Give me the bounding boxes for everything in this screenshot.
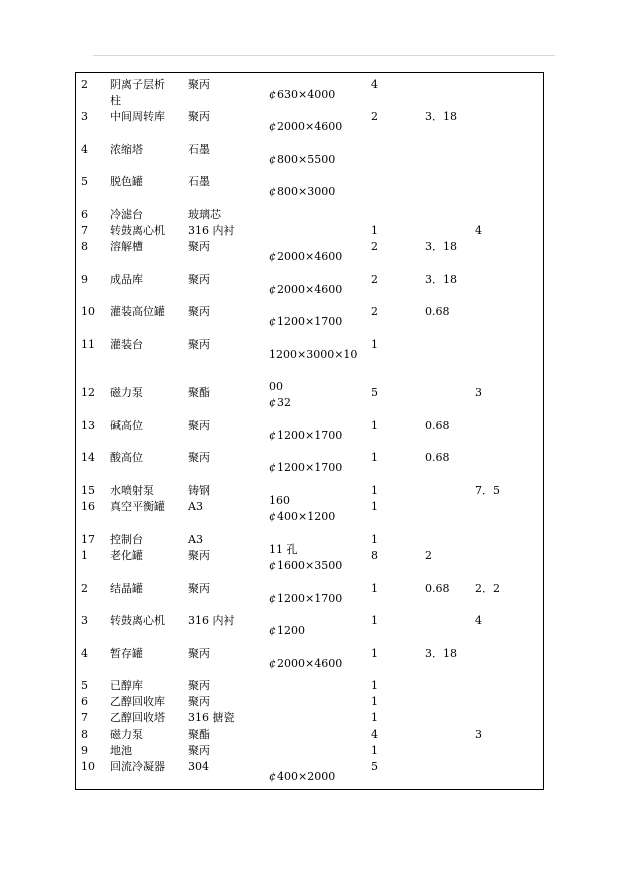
equipment-name: 乙醇回收塔 bbox=[110, 711, 165, 724]
equipment-quantity: 2 bbox=[371, 305, 378, 318]
equipment-quantity: 5 bbox=[371, 386, 378, 399]
row-number: 10 bbox=[81, 305, 95, 318]
diameter-symbol: ¢ bbox=[269, 461, 276, 474]
equipment-quantity: 4 bbox=[371, 728, 378, 741]
row-number: 17 bbox=[81, 533, 95, 546]
equipment-size bbox=[269, 532, 298, 556]
size-value bbox=[269, 185, 335, 198]
equipment-name: 浓缩塔 bbox=[110, 143, 143, 156]
equipment-area: 0.68 bbox=[425, 582, 450, 595]
diameter-symbol: ¢ bbox=[269, 657, 276, 670]
equipment-quantity: 1 bbox=[371, 647, 378, 660]
size-text: 400×2000 bbox=[277, 770, 336, 783]
size-value bbox=[269, 429, 342, 442]
equipment-name: 磁力泵 bbox=[110, 386, 143, 399]
equipment-size bbox=[269, 337, 358, 393]
equipment-name: 磁力泵 bbox=[110, 728, 143, 741]
size-value bbox=[269, 592, 342, 605]
equipment-area: 0.68 bbox=[425, 451, 450, 464]
diameter-symbol: ¢ bbox=[269, 396, 276, 409]
equipment-power: 2．2 bbox=[475, 582, 500, 595]
size-text: 32 bbox=[277, 396, 291, 409]
size-text: 1200×1700 bbox=[277, 315, 343, 328]
size-value bbox=[269, 657, 342, 670]
equipment-power: 3 bbox=[475, 728, 482, 741]
row-number: 1 bbox=[81, 549, 88, 562]
size-value bbox=[269, 315, 342, 328]
row-number: 2 bbox=[81, 78, 88, 91]
size-text: 1200×1700 bbox=[277, 429, 343, 442]
diameter-symbol: ¢ bbox=[269, 592, 276, 605]
equipment-quantity: 1 bbox=[371, 500, 378, 513]
size-text: 2000×4600 bbox=[277, 120, 343, 133]
equipment-quantity: 8 bbox=[371, 549, 378, 562]
diameter-symbol: ¢ bbox=[269, 185, 276, 198]
equipment-material: A3 bbox=[188, 533, 203, 546]
size-text: 800×3000 bbox=[277, 185, 336, 198]
equipment-name: 已醇库 bbox=[110, 679, 143, 692]
equipment-name: 碱高位 bbox=[110, 419, 143, 432]
equipment-size bbox=[269, 548, 343, 572]
equipment-name-line2: 柱 bbox=[110, 94, 121, 107]
equipment-material: 聚丙 bbox=[188, 695, 210, 708]
equipment-quantity: 1 bbox=[371, 679, 378, 692]
row-number: 8 bbox=[81, 728, 88, 741]
equipment-area: 3．18 bbox=[425, 647, 457, 660]
equipment-quantity: 1 bbox=[371, 614, 378, 627]
diameter-symbol: ¢ bbox=[269, 283, 276, 296]
size-text: 1200×1700 bbox=[277, 461, 343, 474]
equipment-material: 聚丙 bbox=[188, 273, 210, 286]
equipment-name: 结晶罐 bbox=[110, 582, 143, 595]
equipment-size bbox=[269, 483, 290, 507]
equipment-area: 0.68 bbox=[425, 419, 450, 432]
row-number: 15 bbox=[81, 484, 95, 497]
equipment-material: 聚丙 bbox=[188, 451, 210, 464]
equipment-material: 聚丙 bbox=[188, 549, 210, 562]
equipment-quantity: 2 bbox=[371, 240, 378, 253]
row-number: 12 bbox=[81, 386, 95, 399]
size-text: 1200×1700 bbox=[277, 592, 343, 605]
size-value bbox=[269, 510, 335, 523]
size-text-continued: 00 bbox=[269, 380, 283, 393]
equipment-name bbox=[110, 77, 165, 109]
equipment-quantity: 4 bbox=[371, 78, 378, 91]
equipment-material: 聚丙 bbox=[188, 110, 210, 123]
row-number: 6 bbox=[81, 208, 88, 221]
row-number: 3 bbox=[81, 110, 88, 123]
equipment-material: 316 搪瓷 bbox=[188, 711, 235, 724]
equipment-quantity: 2 bbox=[371, 273, 378, 286]
equipment-quantity: 1 bbox=[371, 582, 378, 595]
equipment-material: 聚丙 bbox=[188, 679, 210, 692]
row-number: 7 bbox=[81, 711, 88, 724]
equipment-size bbox=[269, 385, 291, 409]
equipment-material: 聚丙 bbox=[188, 647, 210, 660]
equipment-size bbox=[269, 239, 343, 263]
equipment-size bbox=[269, 109, 343, 133]
equipment-quantity: 5 bbox=[371, 760, 378, 773]
equipment-name: 水喷射泵 bbox=[110, 484, 154, 497]
size-text: 630×4000 bbox=[277, 88, 336, 101]
equipment-name: 转鼓离心机 bbox=[110, 224, 165, 237]
equipment-name-line1: 阴离子层析 bbox=[110, 78, 165, 91]
size-text: 2000×4600 bbox=[277, 283, 343, 296]
diameter-symbol: ¢ bbox=[269, 88, 276, 101]
equipment-name: 灌装高位罐 bbox=[110, 305, 165, 318]
equipment-material: 聚丙 bbox=[188, 744, 210, 757]
diameter-symbol: ¢ bbox=[269, 315, 276, 328]
equipment-power: 3 bbox=[475, 386, 482, 399]
equipment-name: 乙醇回收库 bbox=[110, 695, 165, 708]
diameter-symbol: ¢ bbox=[269, 120, 276, 133]
equipment-area: 3．18 bbox=[425, 240, 457, 253]
diameter-symbol: ¢ bbox=[269, 153, 276, 166]
diameter-symbol: ¢ bbox=[269, 624, 276, 637]
equipment-size bbox=[269, 759, 336, 783]
row-number: 10 bbox=[81, 760, 95, 773]
row-number: 9 bbox=[81, 273, 88, 286]
size-value bbox=[269, 461, 342, 474]
size-text: 11 孔 bbox=[269, 543, 298, 556]
equipment-quantity: 1 bbox=[371, 744, 378, 757]
equipment-name: 灌装台 bbox=[110, 338, 143, 351]
equipment-quantity: 1 bbox=[371, 224, 378, 237]
equipment-material: A3 bbox=[188, 500, 203, 513]
equipment-name: 转鼓离心机 bbox=[110, 614, 165, 627]
diameter-symbol: ¢ bbox=[269, 559, 276, 572]
equipment-material: 聚丙 bbox=[188, 338, 210, 351]
equipment-name: 回流冷凝器 bbox=[110, 760, 165, 773]
equipment-material: 聚酯 bbox=[188, 386, 210, 399]
equipment-material: 316 内衬 bbox=[188, 614, 235, 627]
diameter-symbol: ¢ bbox=[269, 770, 276, 783]
equipment-quantity: 1 bbox=[371, 695, 378, 708]
equipment-name: 脱色罐 bbox=[110, 175, 143, 188]
equipment-size bbox=[269, 304, 343, 328]
row-number: 16 bbox=[81, 500, 95, 513]
equipment-material: 聚酯 bbox=[188, 728, 210, 741]
row-number: 13 bbox=[81, 419, 95, 432]
equipment-material: 316 内衬 bbox=[188, 224, 235, 237]
size-text: 400×1200 bbox=[277, 510, 336, 523]
equipment-size bbox=[269, 272, 343, 296]
diameter-symbol: ¢ bbox=[269, 429, 276, 442]
row-number: 3 bbox=[81, 614, 88, 627]
equipment-size bbox=[269, 418, 343, 442]
size-text: 2000×4600 bbox=[277, 657, 343, 670]
diameter-symbol: ¢ bbox=[269, 510, 276, 523]
equipment-name: 成品库 bbox=[110, 273, 143, 286]
row-number: 5 bbox=[81, 175, 88, 188]
size-value bbox=[269, 396, 291, 409]
equipment-quantity: 2 bbox=[371, 110, 378, 123]
size-value bbox=[269, 770, 335, 783]
equipment-material: 玻璃芯 bbox=[188, 208, 221, 221]
equipment-material: 聚丙 bbox=[188, 78, 210, 91]
equipment-size bbox=[269, 499, 336, 523]
equipment-name: 暂存罐 bbox=[110, 647, 143, 660]
equipment-name: 控制台 bbox=[110, 533, 143, 546]
row-number: 8 bbox=[81, 240, 88, 253]
row-number: 6 bbox=[81, 695, 88, 708]
equipment-size bbox=[269, 646, 343, 670]
equipment-area: 0.68 bbox=[425, 305, 450, 318]
size-value bbox=[269, 153, 335, 166]
equipment-size bbox=[269, 174, 336, 198]
size-value bbox=[269, 283, 342, 296]
equipment-area: 3．18 bbox=[425, 110, 457, 123]
equipment-material: 聚丙 bbox=[188, 240, 210, 253]
equipment-quantity: 1 bbox=[371, 451, 378, 464]
size-value bbox=[269, 559, 342, 572]
equipment-quantity: 1 bbox=[371, 419, 378, 432]
size-value bbox=[269, 624, 305, 637]
equipment-material: 石墨 bbox=[188, 175, 210, 188]
size-text: 1200×3000×10 bbox=[269, 348, 358, 361]
equipment-material: 聚丙 bbox=[188, 305, 210, 318]
equipment-material: 304 bbox=[188, 760, 209, 773]
equipment-size bbox=[269, 581, 343, 605]
equipment-quantity: 1 bbox=[371, 711, 378, 724]
equipment-power: 4 bbox=[475, 224, 482, 237]
size-value bbox=[269, 88, 335, 101]
size-value bbox=[269, 250, 342, 263]
equipment-name: 地池 bbox=[110, 744, 132, 757]
equipment-power: 4 bbox=[475, 614, 482, 627]
equipment-material: 聚丙 bbox=[188, 419, 210, 432]
equipment-name: 老化罐 bbox=[110, 549, 143, 562]
size-text: 1600×3500 bbox=[277, 559, 343, 572]
row-number: 11 bbox=[81, 338, 95, 351]
equipment-area: 2 bbox=[425, 549, 432, 562]
equipment-quantity: 1 bbox=[371, 533, 378, 546]
size-text: 160 bbox=[269, 494, 290, 507]
equipment-power: 7．5 bbox=[475, 484, 500, 497]
row-number: 14 bbox=[81, 451, 95, 464]
size-text: 1200 bbox=[277, 624, 305, 637]
equipment-name: 酸高位 bbox=[110, 451, 143, 464]
equipment-size bbox=[269, 613, 305, 637]
equipment-size bbox=[269, 142, 336, 166]
equipment-size bbox=[269, 77, 336, 101]
equipment-material: 聚丙 bbox=[188, 582, 210, 595]
equipment-quantity: 1 bbox=[371, 484, 378, 497]
equipment-quantity: 1 bbox=[371, 338, 378, 351]
equipment-area: 3．18 bbox=[425, 273, 457, 286]
header-rule bbox=[93, 55, 555, 56]
equipment-name: 中间周转库 bbox=[110, 110, 165, 123]
equipment-size bbox=[269, 450, 343, 474]
size-text: 2000×4600 bbox=[277, 250, 343, 263]
row-number: 7 bbox=[81, 224, 88, 237]
row-number: 9 bbox=[81, 744, 88, 757]
equipment-name: 冷滤台 bbox=[110, 208, 143, 221]
row-number: 5 bbox=[81, 679, 88, 692]
row-number: 4 bbox=[81, 143, 88, 156]
equipment-name: 真空平衡罐 bbox=[110, 500, 165, 513]
size-value bbox=[269, 120, 342, 133]
equipment-material: 铸钢 bbox=[188, 484, 210, 497]
diameter-symbol: ¢ bbox=[269, 250, 276, 263]
size-text: 800×5500 bbox=[277, 153, 336, 166]
equipment-material: 石墨 bbox=[188, 143, 210, 156]
equipment-name: 溶解槽 bbox=[110, 240, 143, 253]
row-number: 4 bbox=[81, 647, 88, 660]
row-number: 2 bbox=[81, 582, 88, 595]
